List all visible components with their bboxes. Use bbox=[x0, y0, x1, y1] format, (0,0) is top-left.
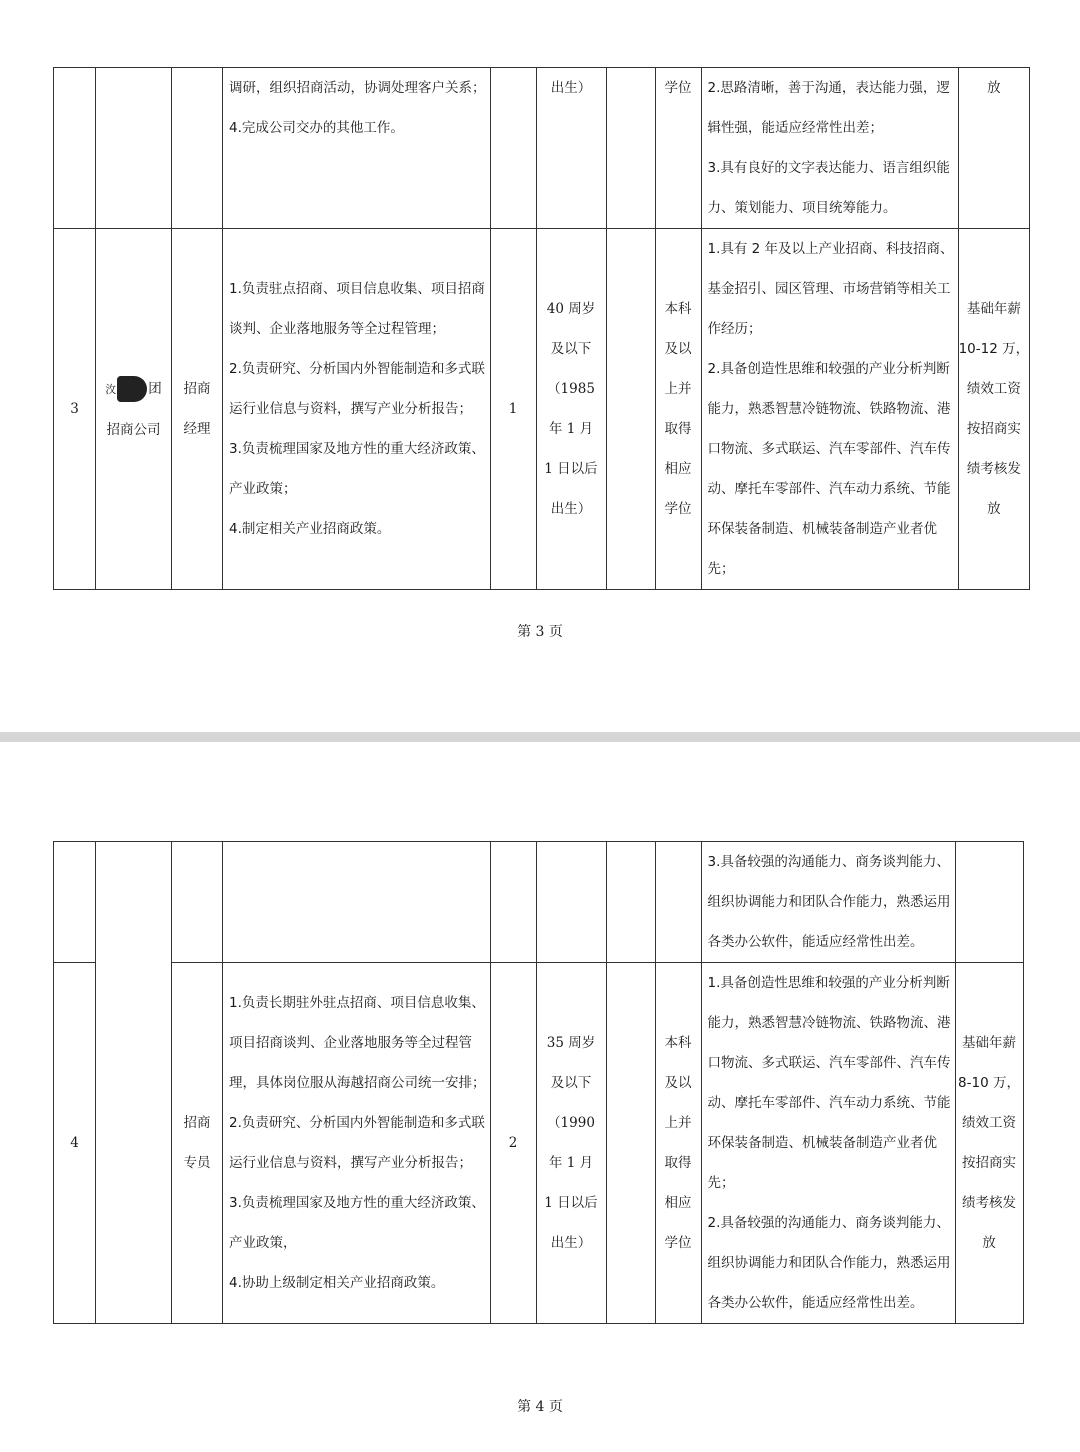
cell-age: 40 周岁 及以下 （1985 年 1 月 1 日以后 出生） bbox=[536, 229, 606, 590]
page-number: 第 3 页 bbox=[517, 624, 563, 640]
cell-requirements: 1.具有 2 年及以上产业招商、科技招商、 基金招引、园区管理、市场营销等相关工 作经历； 2.具备创造性思维和较强的产业分析判断 能力，熟悉智慧冷链物流、铁路物流、港 口物流、多式联运、汽车零部件、汽车传 动、摩托车零部件、汽车动力系统、节能 环保装备制造、机械装备制造产业者优 先； bbox=[701, 229, 958, 590]
cell-post bbox=[172, 68, 223, 229]
cell-salary: 放 bbox=[958, 68, 1030, 229]
cell-count bbox=[490, 68, 536, 229]
cell-post: 招商 专员 bbox=[172, 963, 223, 1324]
recruitment-table-page-4 bbox=[53, 841, 1024, 1324]
table-row-continuation bbox=[54, 68, 1030, 229]
recruitment-table-page-3 bbox=[53, 67, 1030, 590]
cell-education bbox=[655, 842, 701, 963]
cell-count bbox=[490, 842, 536, 963]
cell-count: 1 bbox=[490, 229, 536, 590]
cell-unit bbox=[96, 842, 172, 1324]
cell-blank bbox=[606, 963, 655, 1324]
cell-blank bbox=[606, 68, 655, 229]
cell-age bbox=[536, 842, 606, 963]
table-row-4 bbox=[54, 963, 1024, 1324]
cell-duties: 调研，组织招商活动，协调处理客户关系； 4.完成公司交办的其他工作。 bbox=[223, 68, 491, 229]
document-page-4 bbox=[0, 742, 1080, 1452]
table-row-continuation bbox=[54, 842, 1024, 963]
cell-unit bbox=[96, 68, 172, 229]
cell-requirements: 2.思路清晰，善于沟通，表达能力强，逻 辑性强，能适应经常性出差； 3.具有良好的文字表达能力、语言组织能 力、策划能力、项目统筹能力。 bbox=[701, 68, 958, 229]
cell-no bbox=[54, 68, 96, 229]
cell-no: 3 bbox=[54, 229, 96, 590]
cell-age: 35 周岁 及以下 （1990 年 1 月 1 日以后 出生） bbox=[536, 963, 606, 1324]
cell-salary: 基础年薪 10-12 万， 绩效工资 按招商实 绩考核发 放 bbox=[958, 229, 1030, 590]
cell-requirements: 3.具备较强的沟通能力、商务谈判能力、 组织协调能力和团队合作能力，熟悉运用 各类办公软件，能适应经常性出差。 bbox=[701, 842, 955, 963]
cell-blank bbox=[606, 842, 655, 963]
cell-no bbox=[54, 842, 96, 963]
cell-requirements: 1.具备创造性思维和较强的产业分析判断 能力，熟悉智慧冷链物流、铁路物流、港 口物流、多式联运、汽车零部件、汽车传 动、摩托车零部件、汽车动力系统、节能 环保装备制造、机械装备制造产业者优 先； 2.具备较强的沟通能力、商务谈判能力、 组织协调能力和团队合作能力，熟悉运用 各类办公软件，能适应经常性出差。 bbox=[701, 963, 955, 1324]
cell-duties bbox=[223, 842, 491, 963]
cell-salary: 基础年薪 8-10 万， 绩效工资 按招商实 绩考核发 放 bbox=[955, 963, 1023, 1324]
cell-duties: 1.负责长期驻外驻点招商、项目信息收集、 项目招商谈判、企业落地服务等全过程管 理，具体岗位服从海越招商公司统一安排； 2.负责研究、分析国内外智能制造和多式联 运行业信息与资料，撰写产业分析报告； 3.负责梳理国家及地方性的重大经济政策、 产业政策， 4.协助上级制定相关产业招商政策。 bbox=[223, 963, 491, 1324]
cell-post bbox=[172, 842, 223, 963]
cell-education: 本科 及以 上并 取得 相应 学位 bbox=[655, 963, 701, 1324]
cell-unit: 㳊 团 招商公司 bbox=[96, 229, 172, 590]
cell-education: 本科 及以 上并 取得 相应 学位 bbox=[655, 229, 701, 590]
cell-post: 招商 经理 bbox=[172, 229, 223, 590]
page-separator bbox=[0, 732, 1080, 742]
cell-duties: 1.负责驻点招商、项目信息收集、项目招商 谈判、企业落地服务等全过程管理； 2.负责研究、分析国内外智能制造和多式联 运行业信息与资料，撰写产业分析报告； 3.负责梳理国家及地方性的重大经济政策、 产业政策； 4.制定相关产业招商政策。 bbox=[223, 229, 491, 590]
cell-no: 4 bbox=[54, 963, 96, 1324]
cell-blank bbox=[606, 229, 655, 590]
cell-count: 2 bbox=[490, 963, 536, 1324]
page-number: 第 4 页 bbox=[517, 1399, 563, 1415]
cell-age: 出生） bbox=[536, 68, 606, 229]
redaction-mark bbox=[117, 376, 147, 402]
table-row-3 bbox=[54, 229, 1030, 590]
cell-salary bbox=[955, 842, 1023, 963]
cell-education: 学位 bbox=[655, 68, 701, 229]
